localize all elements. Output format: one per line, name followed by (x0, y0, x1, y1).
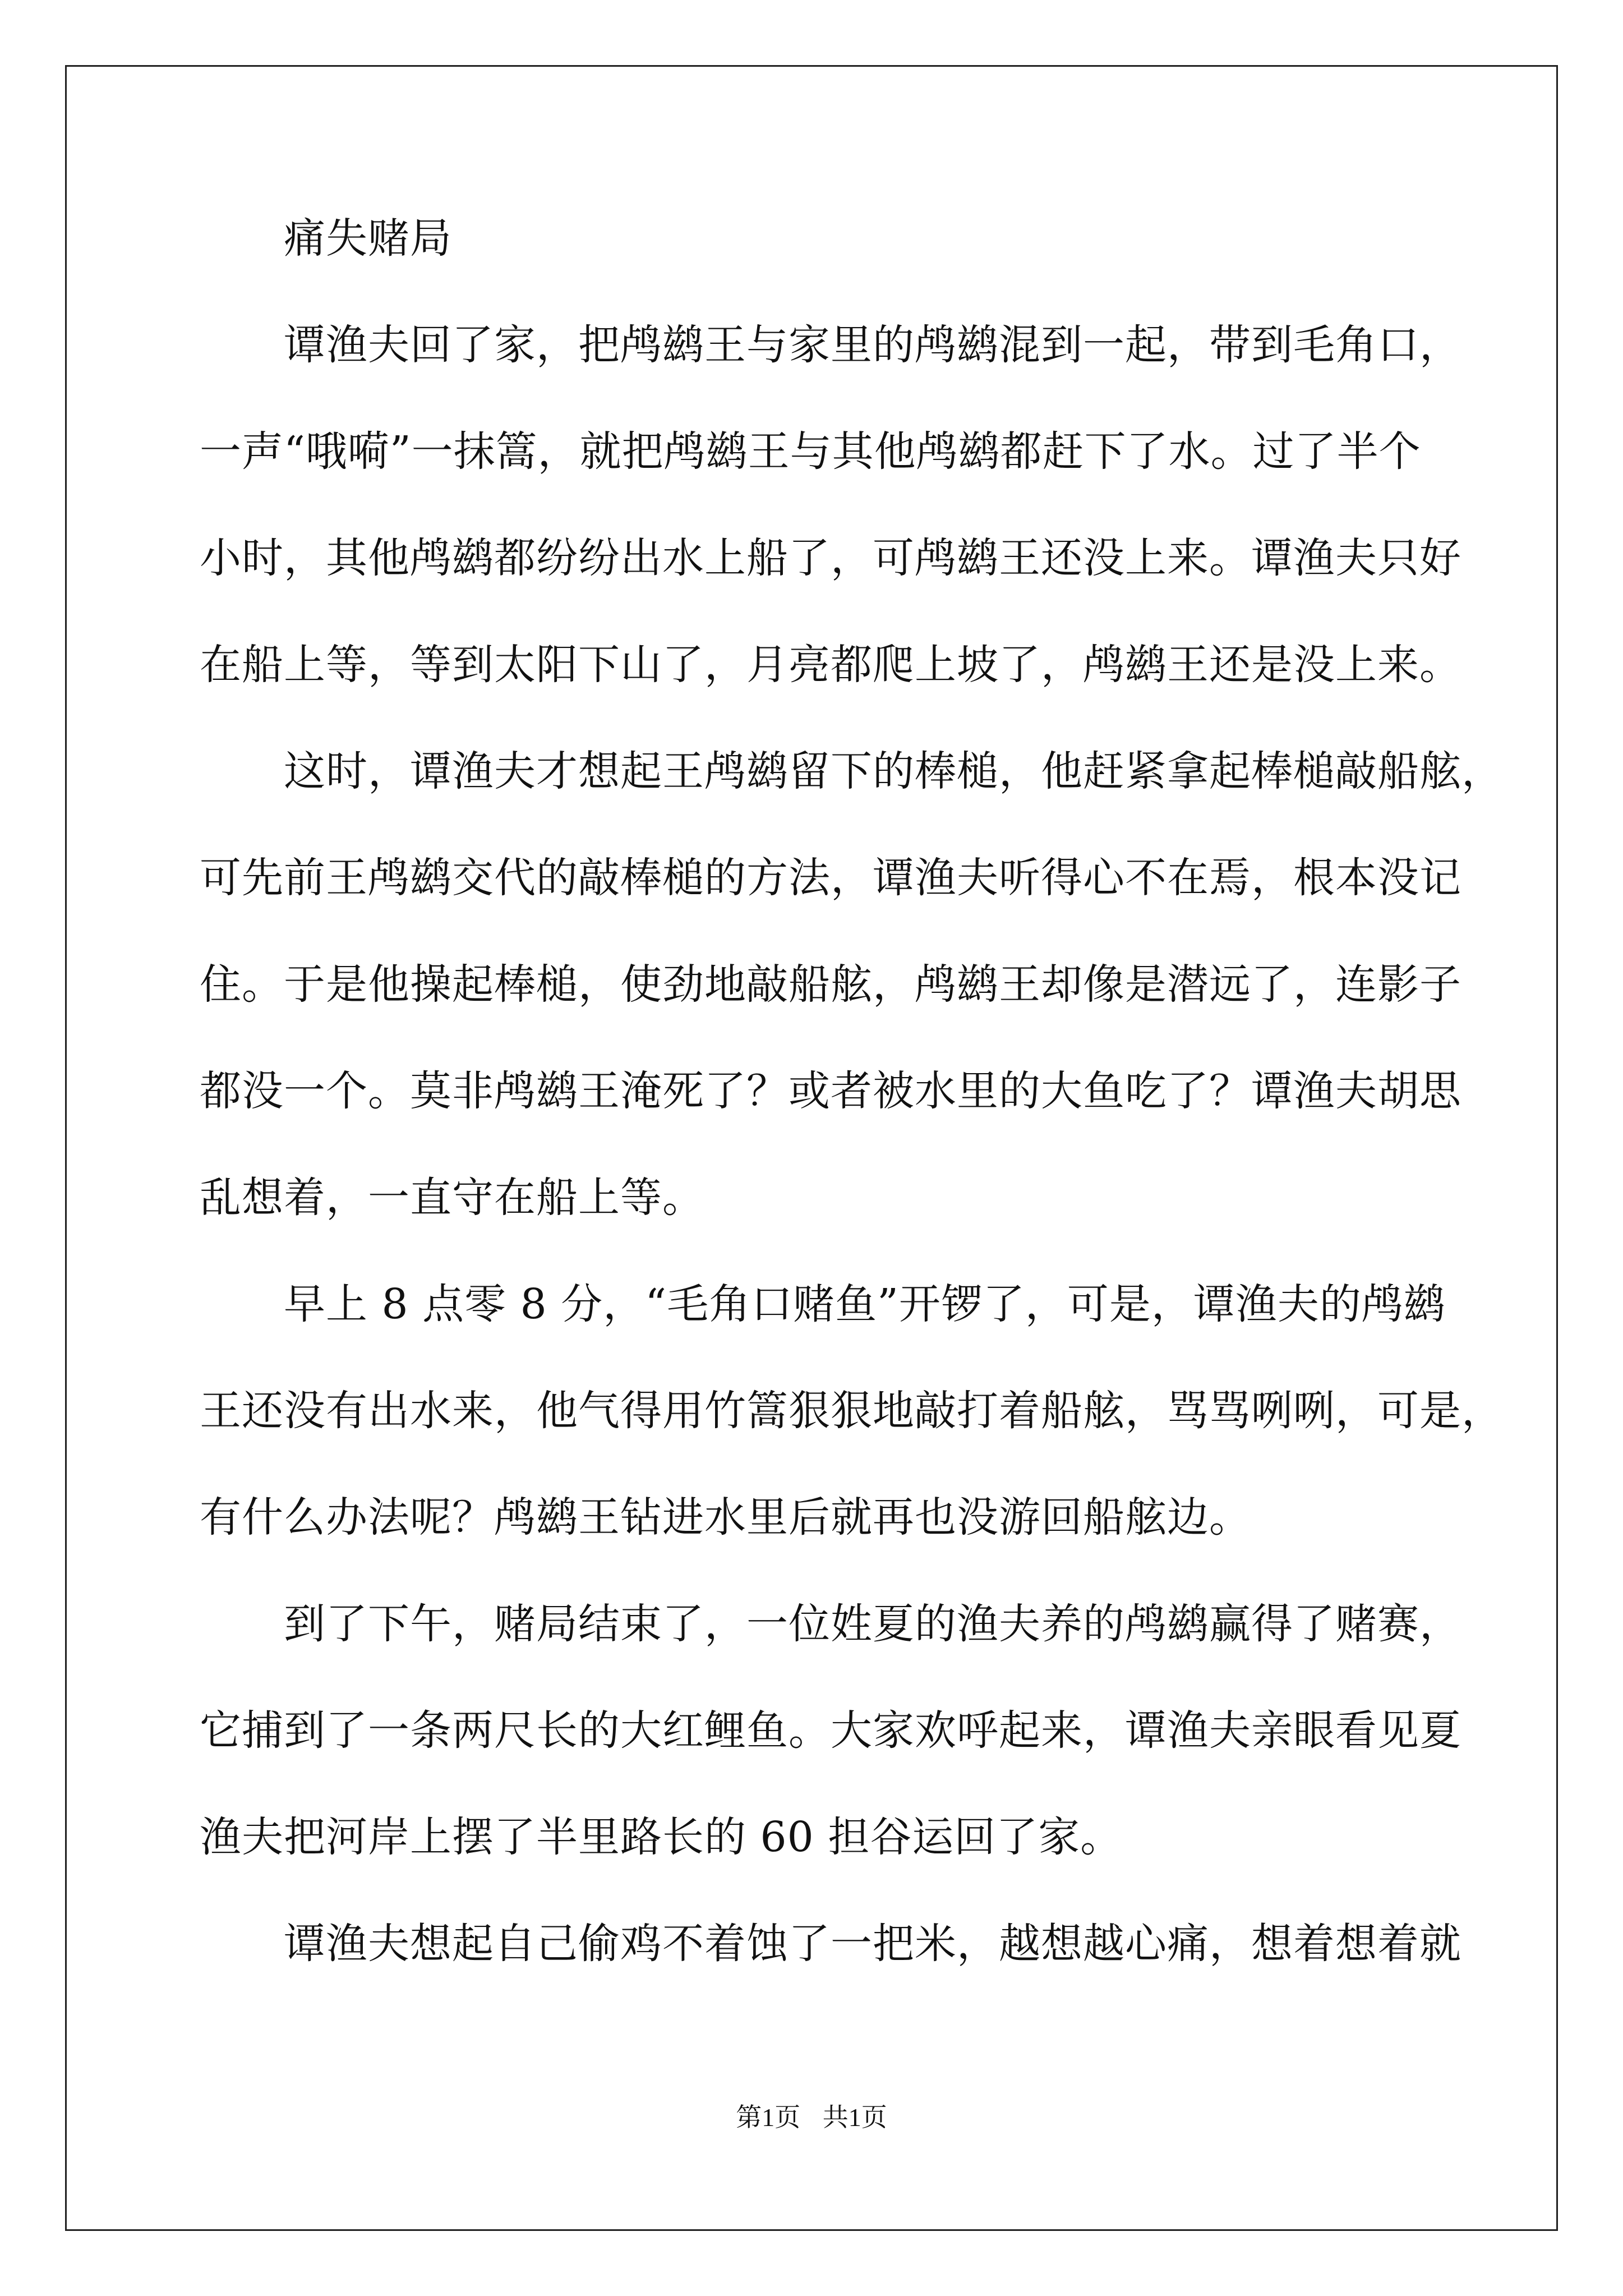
text-line: 乱想着，一直守在船上等。 (200, 1174, 704, 1222)
page-border (65, 65, 1558, 2231)
text-line: 王还没有出水来，他气得用竹篙狠狠地敲打着船舷，骂骂咧咧，可是， (200, 1387, 1504, 1435)
text-line: 小时，其他鸬鹚都纷纷出水上船了，可鸬鹚王还没上来。谭渔夫只好 (200, 534, 1461, 582)
page-footer (0, 2101, 1623, 2134)
text-line: 这时，谭渔夫才想起王鸬鹚留下的棒槌，他赶紧拿起棒槌敲船舷， (284, 747, 1504, 795)
page-number: 第1页 (736, 2103, 801, 2132)
text-line: 可先前王鸬鹚交代的敲棒槌的方法，谭渔夫听得心不在焉，根本没记 (200, 854, 1461, 902)
text-line: 谭渔夫想起自己偷鸡不着蚀了一把米，越想越心痛，想着想着就 (284, 1920, 1461, 1968)
document-title: 痛失赌局 (284, 214, 452, 263)
text-line: 渔夫把河岸上摆了半里路长的 60 担谷运回了家。 (200, 1813, 1123, 1861)
page-total: 共1页 (822, 2103, 887, 2132)
text-line: 有什么办法呢？鸬鹚王钻进水里后就再也没游回船舷边。 (200, 1493, 1251, 1542)
text-line: 它捕到了一条两尺长的大红鲤鱼。大家欢呼起来，谭渔夫亲眼看见夏 (200, 1706, 1461, 1755)
text-line: 都没一个。莫非鸬鹚王淹死了？或者被水里的大鱼吃了？谭渔夫胡思 (200, 1067, 1461, 1115)
text-line: 早上 8 点零 8 分，“毛角口赌鱼”开锣了，可是，谭渔夫的鸬鹚 (284, 1280, 1446, 1328)
text-line: 在船上等，等到太阳下山了，月亮都爬上坡了，鸬鹚王还是没上来。 (200, 641, 1461, 689)
text-line: 到了下午，赌局结束了，一位姓夏的渔夫养的鸬鹚赢得了赌赛， (284, 1600, 1461, 1648)
text-line: 谭渔夫回了家，把鸬鹚王与家里的鸬鹚混到一起，带到毛角口， (284, 321, 1461, 369)
text-line: 一声“哦嗬”一抹篙，就把鸬鹚王与其他鸬鹚都赶下了水。过了半个 (200, 427, 1421, 476)
text-line: 住。于是他操起棒槌，使劲地敲船舷，鸬鹚王却像是潜远了，连影子 (200, 960, 1461, 1009)
